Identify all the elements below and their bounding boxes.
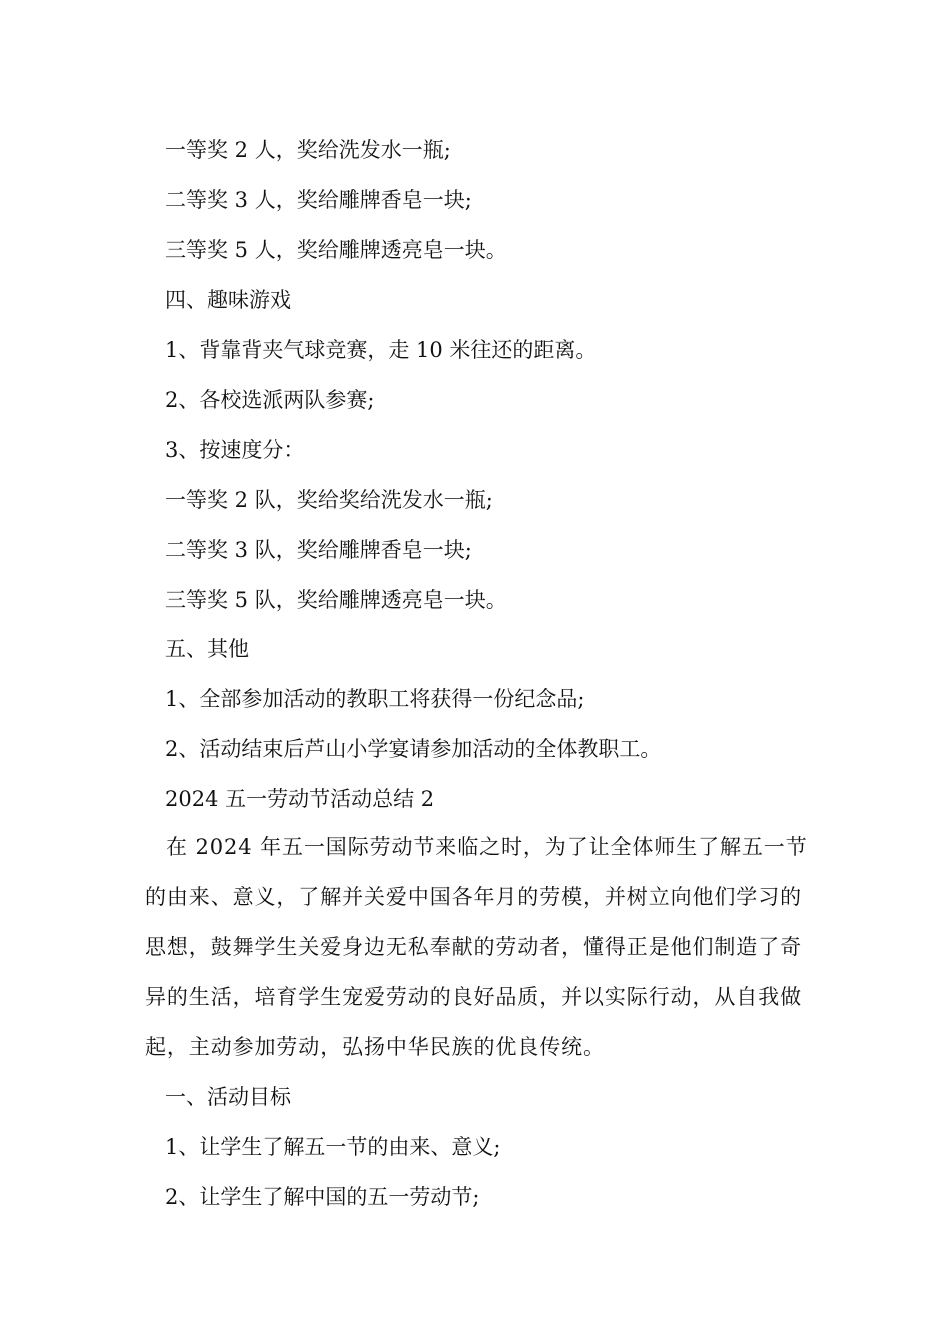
text-line: 2、各校选派两队参赛; bbox=[165, 388, 375, 412]
text-line: 二等奖 3 队，奖给雕牌香皂一块; bbox=[165, 538, 472, 562]
text-line: 1、背靠背夹气球竞赛，走 10 米往还的距离。 bbox=[165, 338, 597, 362]
text-line: 一等奖 2 人，奖给洗发水一瓶; bbox=[165, 138, 451, 162]
text-line: 1、全部参加活动的教职工将获得一份纪念品; bbox=[165, 687, 585, 711]
text-line: 三等奖 5 人，奖给雕牌透亮皂一块。 bbox=[165, 238, 507, 262]
section-heading: 五、其他 bbox=[165, 637, 249, 661]
section-heading: 一、活动目标 bbox=[165, 1085, 291, 1109]
body-paragraph: 在 2024 年五一国际劳动节来临之时，为了让全体师生了解五一节的由来、意义，了解并关爱中国各年月的劳模，并树立向他们学习的思想，鼓舞学生关爱身边无私奉献的劳动者，懂得正是他们制造了奇异的生活，培育学生宠爱劳动的良好品质，并以实际行动，从自我做起，主动参加劳动，弘扬中华民族的优良传统。 bbox=[145, 835, 808, 1059]
text-line: 三等奖 5 队，奖给雕牌透亮皂一块。 bbox=[165, 588, 507, 612]
text-line: 一等奖 2 队，奖给奖给洗发水一瓶; bbox=[165, 488, 493, 512]
text-line: 3、按速度分： bbox=[165, 438, 305, 462]
section-heading: 四、趣味游戏 bbox=[165, 288, 291, 312]
document-title: 2024 五一劳动节活动总结 2 bbox=[165, 787, 435, 811]
text-line: 二等奖 3 人，奖给雕牌香皂一块; bbox=[165, 188, 472, 212]
text-line: 2、让学生了解中国的五一劳动节; bbox=[165, 1185, 480, 1209]
text-line: 1、让学生了解五一节的由来、意义; bbox=[165, 1135, 501, 1159]
text-line: 2、活动结束后芦山小学宴请参加活动的全体教职工。 bbox=[165, 737, 662, 761]
